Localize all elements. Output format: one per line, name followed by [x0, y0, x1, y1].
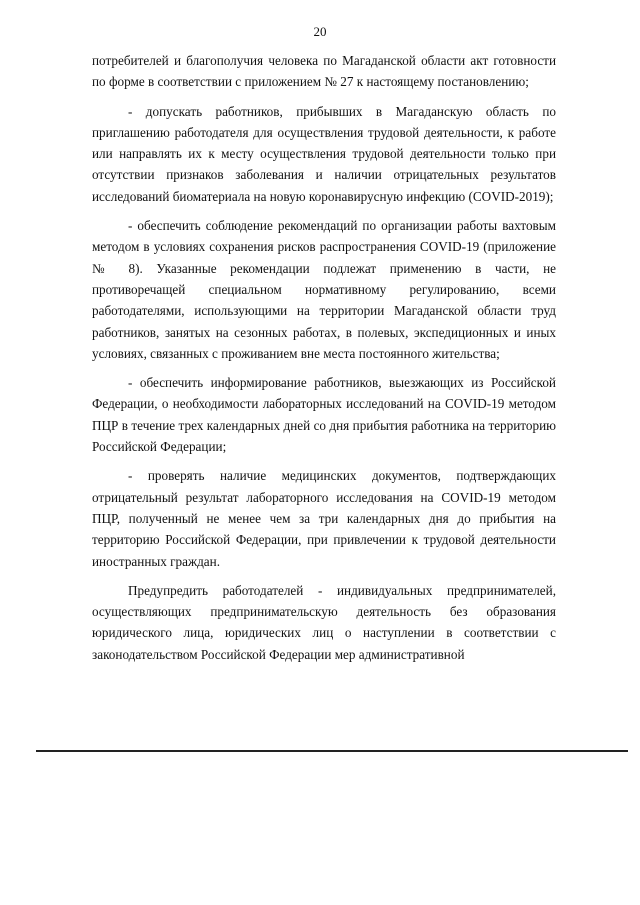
paragraph-1: потребителей и благополучия человека по Магаданской области акт готовности по форме в соответствии с приложением № 27 к настоящему постановлению;	[92, 53, 556, 90]
page-number: 20	[313, 24, 327, 39]
paragraph-3: - обеспечить соблюдение рекомендаций по организации работы вахтовым методом в условиях сохранения рисков распространения COVID-19 (приложение № 8). Указанные рекомендации подлежат применению в части, не противоречащей специальном нормативному регулированию, всеми работодателями, использующими на территории Магаданской области труд работников, занятых на сезонных работах, в полевых, экспедиционных и иных условиях, связанных с проживанием вне места постоянного жительства;	[92, 218, 556, 361]
paragraph-5: - проверять наличие медицинских документов, подтверждающих отрицательный результат лабораторного исследования на COVID-19 методом ПЦР, полученный не менее чем за три календарных дня до прибытия на территорию Российской Федерации, при привлечении к трудовой деятельности иностранных граждан.	[92, 468, 556, 569]
paragraph-6: Предупредить работодателей - индивидуальных предпринимателей, осуществляющих предпринимательскую деятельность без образования юридического лица, юридических лиц о наступлении в соответствии с законодательством Российской Федерации мер административной	[92, 582, 556, 662]
footer-rule	[36, 750, 628, 752]
paragraph-2: - допускать работников, прибывших в Магаданскую область по приглашению работодателя для осуществления трудовой деятельности, к работе или направлять их к месту осуществления трудовой деятельности только при отсутствии признаков заболевания и наличии отрицательных результатов исследований биоматериала на новую коронавирусную инфекцию (COVID-2019);	[92, 103, 556, 204]
document-body	[92, 50, 556, 673]
paragraph-4: - обеспечить информирование работников, выезжающих из Российской Федерации, о необходимости лабораторных исследований на COVID-19 методом ПЦР в течение трех календарных дней со дня прибытия работника на территорию Российской Федерации;	[92, 375, 556, 455]
